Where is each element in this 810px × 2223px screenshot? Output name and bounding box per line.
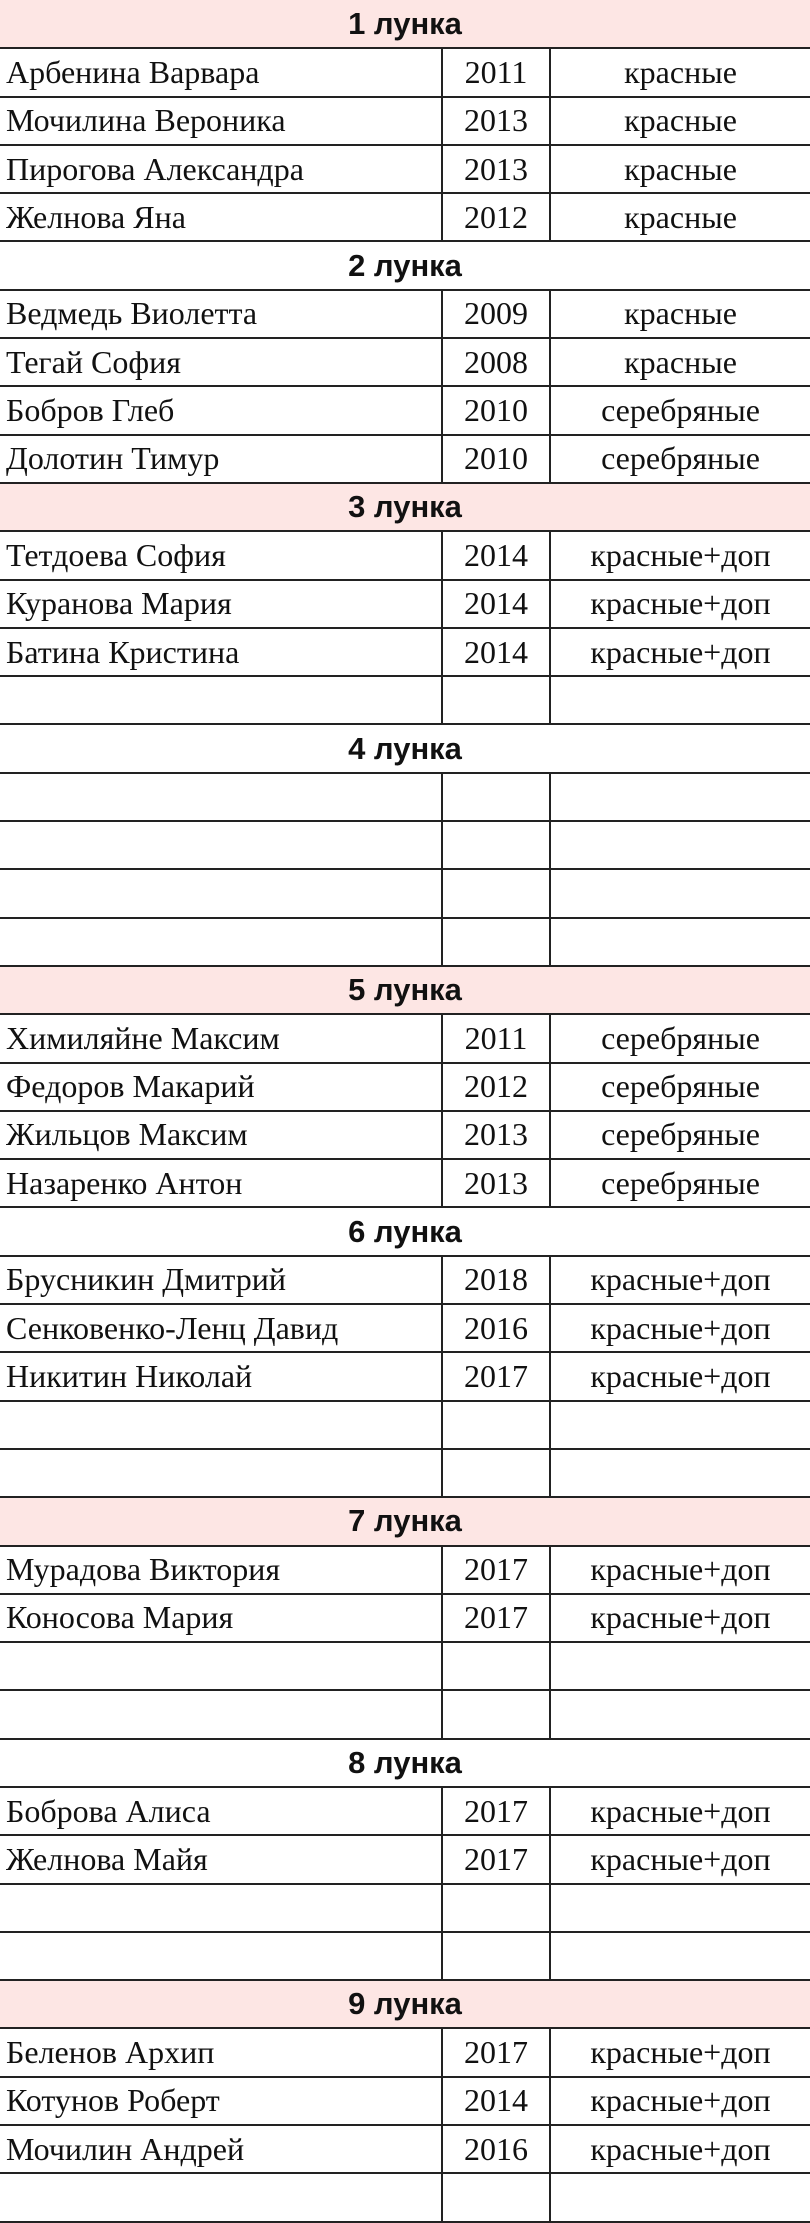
tee-color-cell[interactable]: [550, 821, 810, 869]
birth-year-cell[interactable]: 2011: [442, 48, 550, 96]
hole-title[interactable]: 3 лунка: [0, 483, 810, 531]
tee-color-cell[interactable]: [550, 773, 810, 821]
player-name-cell[interactable]: Бобров Глеб: [0, 386, 442, 434]
tee-color-cell[interactable]: красные+доп: [550, 2125, 810, 2173]
player-row: [0, 676, 810, 724]
birth-year-cell[interactable]: 2010: [442, 435, 550, 483]
tee-color-cell[interactable]: [550, 1449, 810, 1497]
birth-year-cell[interactable]: [442, 2173, 550, 2221]
tee-color-cell[interactable]: [550, 869, 810, 917]
player-name-cell[interactable]: Химиляйне Максим: [0, 1014, 442, 1062]
player-row: [0, 1063, 810, 1111]
player-row: [0, 435, 810, 483]
player-name-cell[interactable]: Желнова Майя: [0, 1835, 442, 1883]
player-name-cell[interactable]: [0, 2173, 442, 2221]
birth-year-cell[interactable]: 2012: [442, 1063, 550, 1111]
player-row: [0, 1111, 810, 1159]
player-name-cell[interactable]: Никитин Николай: [0, 1352, 442, 1400]
hole-title[interactable]: 1 лунка: [0, 0, 810, 48]
birth-year-cell[interactable]: 2017: [442, 1787, 550, 1835]
player-name-cell[interactable]: Коносова Мария: [0, 1594, 442, 1642]
player-name-cell[interactable]: [0, 918, 442, 966]
birth-year-cell[interactable]: 2009: [442, 290, 550, 338]
birth-year-cell[interactable]: 2017: [442, 1835, 550, 1883]
player-row: [0, 1884, 810, 1932]
birth-year-cell[interactable]: 2010: [442, 386, 550, 434]
tee-color-cell[interactable]: красные+доп: [550, 1546, 810, 1594]
tee-color-cell[interactable]: красные+доп: [550, 1835, 810, 1883]
hole-title[interactable]: 5 лунка: [0, 966, 810, 1014]
player-row: [0, 1546, 810, 1594]
player-row: [0, 1159, 810, 1207]
tee-color-cell[interactable]: серебряные: [550, 386, 810, 434]
birth-year-cell[interactable]: 2018: [442, 1256, 550, 1304]
player-name-cell[interactable]: Батина Кристина: [0, 628, 442, 676]
player-row: [0, 48, 810, 96]
hole-header-row: [0, 724, 810, 772]
tee-color-cell[interactable]: серебряные: [550, 1014, 810, 1062]
hole-header-row: [0, 1980, 810, 2028]
player-name-cell[interactable]: Жильцов Максим: [0, 1111, 442, 1159]
player-row: [0, 1594, 810, 1642]
hole-title[interactable]: 2 лунка: [0, 241, 810, 289]
birth-year-cell[interactable]: 2016: [442, 2125, 550, 2173]
tee-color-cell[interactable]: красные: [550, 145, 810, 193]
hole-header-row: [0, 1739, 810, 1787]
tee-color-cell[interactable]: красные: [550, 193, 810, 241]
player-name-cell[interactable]: Беленов Архип: [0, 2028, 442, 2076]
player-name-cell[interactable]: [0, 1401, 442, 1449]
player-row: [0, 1014, 810, 1062]
player-row: [0, 2028, 810, 2076]
player-row: [0, 1256, 810, 1304]
birth-year-cell[interactable]: 2013: [442, 97, 550, 145]
player-name-cell[interactable]: Долотин Тимур: [0, 435, 442, 483]
player-name-cell[interactable]: [0, 869, 442, 917]
player-row: [0, 386, 810, 434]
player-name-cell[interactable]: [0, 821, 442, 869]
birth-year-cell[interactable]: 2014: [442, 580, 550, 628]
player-row: [0, 580, 810, 628]
birth-year-cell[interactable]: [442, 676, 550, 724]
tee-color-cell[interactable]: серебряные: [550, 1159, 810, 1207]
player-row: [0, 821, 810, 869]
player-name-cell[interactable]: Сенковенко-Ленц Давид: [0, 1304, 442, 1352]
player-row: [0, 869, 810, 917]
player-row: [0, 1401, 810, 1449]
player-name-cell[interactable]: [0, 676, 442, 724]
birth-year-cell[interactable]: 2011: [442, 1014, 550, 1062]
birth-year-cell[interactable]: [442, 1449, 550, 1497]
tee-color-cell[interactable]: красные: [550, 48, 810, 96]
birth-year-cell[interactable]: 2016: [442, 1304, 550, 1352]
player-row: [0, 290, 810, 338]
birth-year-cell[interactable]: [442, 1642, 550, 1690]
hole-header-row: [0, 1497, 810, 1545]
birth-year-cell[interactable]: [442, 821, 550, 869]
player-name-cell[interactable]: Назаренко Антон: [0, 1159, 442, 1207]
player-name-cell[interactable]: [0, 1449, 442, 1497]
hole-header-row: [0, 1207, 810, 1255]
tee-color-cell[interactable]: [550, 1932, 810, 1980]
birth-year-cell[interactable]: 2014: [442, 531, 550, 579]
hole-header-row: [0, 483, 810, 531]
birth-year-cell[interactable]: [442, 1884, 550, 1932]
birth-year-cell[interactable]: [442, 1401, 550, 1449]
hole-title[interactable]: 4 лунка: [0, 724, 810, 772]
player-name-cell[interactable]: Федоров Макарий: [0, 1063, 442, 1111]
birth-year-cell[interactable]: [442, 1690, 550, 1738]
tee-color-cell[interactable]: красные: [550, 338, 810, 386]
player-row: [0, 1304, 810, 1352]
player-row: [0, 2173, 810, 2221]
tee-color-cell[interactable]: красные+доп: [550, 2077, 810, 2125]
hole-header-row: [0, 966, 810, 1014]
player-name-cell[interactable]: [0, 773, 442, 821]
player-row: [0, 1352, 810, 1400]
player-name-cell[interactable]: [0, 1642, 442, 1690]
player-name-cell[interactable]: Тегай София: [0, 338, 442, 386]
birth-year-cell[interactable]: 2012: [442, 193, 550, 241]
tee-color-cell[interactable]: [550, 676, 810, 724]
hole-title[interactable]: 6 лунка: [0, 1207, 810, 1255]
player-row: [0, 1690, 810, 1738]
player-name-cell[interactable]: Мочилина Вероника: [0, 97, 442, 145]
hole-header-row: [0, 241, 810, 289]
tee-color-cell[interactable]: серебряные: [550, 435, 810, 483]
player-name-cell[interactable]: [0, 1884, 442, 1932]
player-row: [0, 628, 810, 676]
player-name-cell[interactable]: Мурадова Виктория: [0, 1546, 442, 1594]
birth-year-cell[interactable]: 2017: [442, 1594, 550, 1642]
player-row: [0, 1787, 810, 1835]
player-name-cell[interactable]: Брусникин Дмитрий: [0, 1256, 442, 1304]
player-name-cell[interactable]: Мочилин Андрей: [0, 2125, 442, 2173]
birth-year-cell[interactable]: 2013: [442, 1159, 550, 1207]
birth-year-cell[interactable]: 2017: [442, 1352, 550, 1400]
birth-year-cell[interactable]: 2014: [442, 2077, 550, 2125]
player-name-cell[interactable]: Желнова Яна: [0, 193, 442, 241]
birth-year-cell[interactable]: 2013: [442, 145, 550, 193]
player-row: [0, 773, 810, 821]
tee-color-cell[interactable]: [550, 1884, 810, 1932]
tee-color-cell[interactable]: [550, 1401, 810, 1449]
birth-year-cell[interactable]: 2013: [442, 1111, 550, 1159]
player-name-cell[interactable]: Арбенина Варвара: [0, 48, 442, 96]
tee-color-cell[interactable]: [550, 918, 810, 966]
tee-color-cell[interactable]: красные: [550, 97, 810, 145]
birth-year-cell[interactable]: [442, 918, 550, 966]
tee-color-cell[interactable]: красные: [550, 290, 810, 338]
birth-year-cell[interactable]: [442, 869, 550, 917]
player-name-cell[interactable]: [0, 1690, 442, 1738]
player-row: [0, 1449, 810, 1497]
tee-color-cell[interactable]: [550, 1642, 810, 1690]
birth-year-cell[interactable]: 2017: [442, 1546, 550, 1594]
birth-year-cell[interactable]: 2014: [442, 628, 550, 676]
player-name-cell[interactable]: Пирогова Александра: [0, 145, 442, 193]
tee-color-cell[interactable]: красные+доп: [550, 1304, 810, 1352]
tee-color-cell[interactable]: красные+доп: [550, 2028, 810, 2076]
birth-year-cell[interactable]: 2008: [442, 338, 550, 386]
player-row: [0, 338, 810, 386]
tee-color-cell[interactable]: красные+доп: [550, 628, 810, 676]
player-row: [0, 145, 810, 193]
player-row: [0, 1932, 810, 1980]
player-name-cell[interactable]: Котунов Роберт: [0, 2077, 442, 2125]
birth-year-cell[interactable]: 2017: [442, 2028, 550, 2076]
player-row: [0, 2125, 810, 2173]
player-row: [0, 1642, 810, 1690]
player-row: [0, 193, 810, 241]
hole-header-row: [0, 0, 810, 48]
player-row: [0, 1835, 810, 1883]
tee-color-cell[interactable]: [550, 2173, 810, 2221]
player-row: [0, 531, 810, 579]
tee-color-cell[interactable]: [550, 1690, 810, 1738]
player-name-cell[interactable]: Куранова Мария: [0, 580, 442, 628]
tee-color-cell[interactable]: красные+доп: [550, 1256, 810, 1304]
player-name-cell[interactable]: Боброва Алиса: [0, 1787, 442, 1835]
player-name-cell[interactable]: [0, 1932, 442, 1980]
tee-color-cell[interactable]: красные+доп: [550, 531, 810, 579]
tee-color-cell[interactable]: красные+доп: [550, 1787, 810, 1835]
tee-color-cell[interactable]: серебряные: [550, 1111, 810, 1159]
player-row: [0, 918, 810, 966]
tee-color-cell[interactable]: красные+доп: [550, 1594, 810, 1642]
player-name-cell[interactable]: Ведмедь Виолетта: [0, 290, 442, 338]
player-row: [0, 2077, 810, 2125]
birth-year-cell[interactable]: [442, 1932, 550, 1980]
hole-title[interactable]: 7 лунка: [0, 1497, 810, 1545]
hole-title[interactable]: 9 лунка: [0, 1980, 810, 2028]
birth-year-cell[interactable]: [442, 773, 550, 821]
player-name-cell[interactable]: Тетдоева София: [0, 531, 442, 579]
tee-color-cell[interactable]: серебряные: [550, 1063, 810, 1111]
tee-color-cell[interactable]: красные+доп: [550, 1352, 810, 1400]
player-row: [0, 97, 810, 145]
tee-color-cell[interactable]: красные+доп: [550, 580, 810, 628]
hole-title[interactable]: 8 лунка: [0, 1739, 810, 1787]
